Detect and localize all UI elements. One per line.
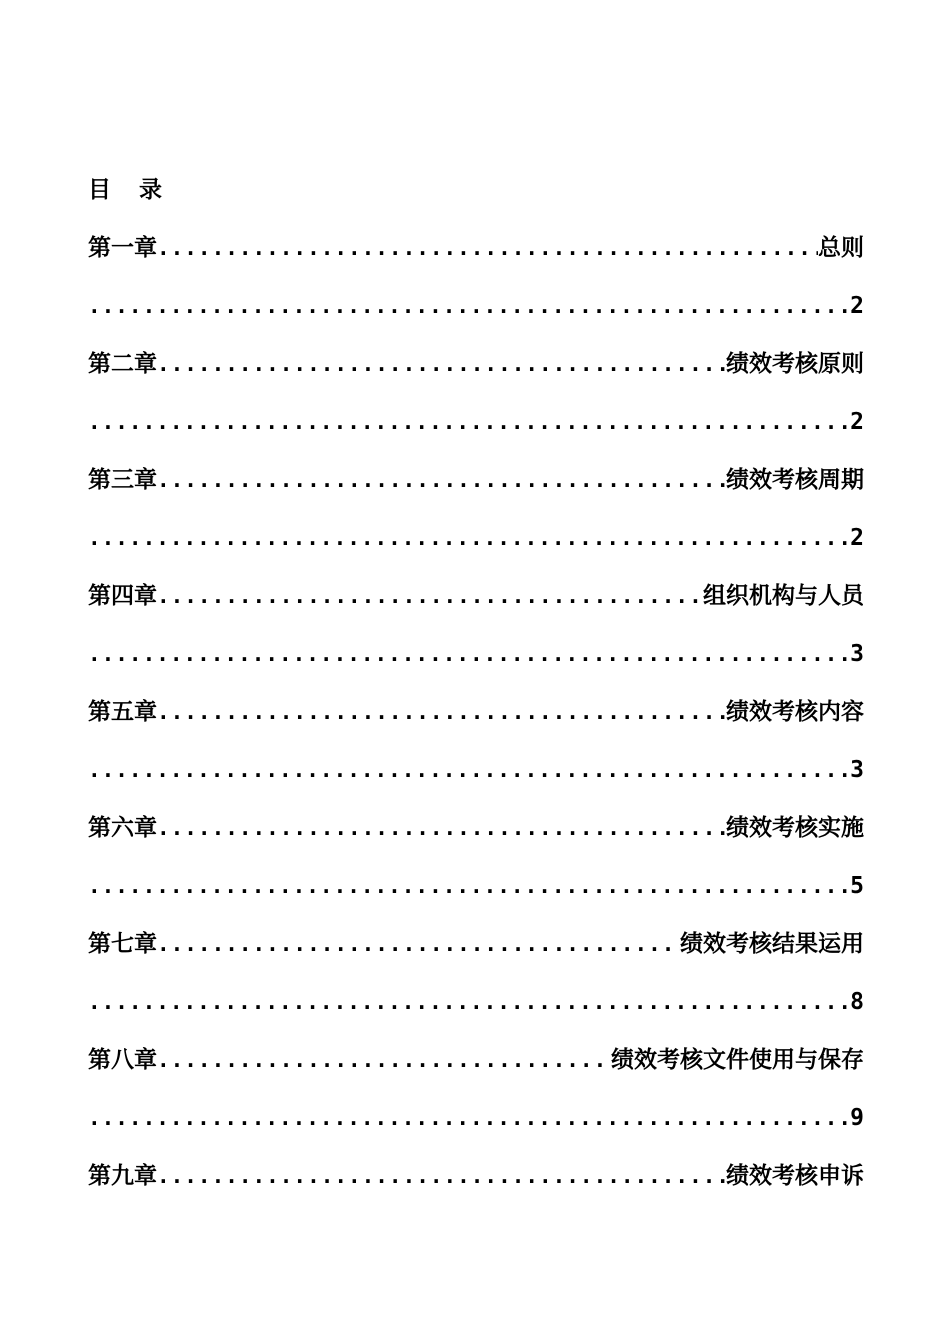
toc-chapter-heading: 绩效考核原则 [726,350,864,377]
toc-entry-chapter-line[interactable] [88,230,864,288]
toc-entry-page-line[interactable] [88,520,864,578]
toc-chapter-label: 第三章 [88,466,157,493]
toc-chapter-heading: 绩效考核申诉 [726,1162,864,1189]
toc-page-number: 2 [850,525,864,551]
toc-dot-leader [157,1158,726,1194]
toc-entry-chapter-line[interactable] [88,1158,864,1216]
toc-entry-page-line[interactable] [88,868,864,926]
toc-entry-chapter-line[interactable] [88,1042,864,1100]
toc-entry-page-line[interactable] [88,636,864,694]
toc-chapter-heading: 总则 [818,234,864,261]
toc-page-number: 2 [850,293,864,319]
toc-entry-page-line[interactable] [88,1100,864,1158]
toc-entry-chapter-line[interactable] [88,694,864,752]
toc-dot-leader [157,462,726,498]
toc-dot-leader [88,288,850,324]
toc-dot-leader [157,1042,611,1078]
toc-dot-leader [157,230,818,266]
toc-chapter-label: 第九章 [88,1162,157,1189]
toc-dot-leader [157,810,726,846]
toc-dot-leader [157,694,726,730]
toc-dot-leader [157,578,703,614]
toc-dot-leader [157,346,726,382]
toc-chapter-label: 第六章 [88,814,157,841]
toc-chapter-heading: 绩效考核结果运用 [680,930,864,957]
toc-entry-chapter-line[interactable] [88,346,864,404]
toc-entry-page-line[interactable] [88,404,864,462]
toc-chapter-heading: 组织机构与人员 [703,582,864,609]
table-of-contents [88,230,864,1216]
toc-chapter-heading: 绩效考核内容 [726,698,864,725]
toc-entry-chapter-line[interactable] [88,926,864,984]
toc-dot-leader [88,520,850,556]
toc-entry-chapter-line[interactable] [88,578,864,636]
toc-page-number: 2 [850,409,864,435]
toc-dot-leader [157,926,680,962]
toc-entry-page-line[interactable] [88,752,864,810]
toc-chapter-label: 第五章 [88,698,157,725]
toc-dot-leader [88,984,850,1020]
toc-chapter-label: 第二章 [88,350,157,377]
toc-chapter-heading: 绩效考核实施 [726,814,864,841]
toc-entry-chapter-line[interactable] [88,462,864,520]
toc-chapter-label: 第七章 [88,930,157,957]
toc-dot-leader [88,752,850,788]
toc-entry-page-line[interactable] [88,984,864,1042]
toc-chapter-label: 第一章 [88,234,157,261]
toc-dot-leader [88,636,850,672]
toc-chapter-label: 第八章 [88,1046,157,1073]
toc-chapter-label: 第四章 [88,582,157,609]
toc-page-number: 5 [850,873,864,899]
toc-page-number: 9 [850,1105,864,1131]
toc-chapter-heading: 绩效考核周期 [726,466,864,493]
toc-dot-leader [88,868,850,904]
toc-page-number: 3 [850,641,864,667]
toc-entry-page-line[interactable] [88,288,864,346]
toc-chapter-heading: 绩效考核文件使用与保存 [611,1046,864,1073]
toc-entry-chapter-line[interactable] [88,810,864,868]
toc-title: 目 录 [88,176,173,203]
toc-page-number: 3 [850,757,864,783]
toc-dot-leader [88,1100,850,1136]
toc-page-number: 8 [850,989,864,1015]
toc-dot-leader [88,404,850,440]
